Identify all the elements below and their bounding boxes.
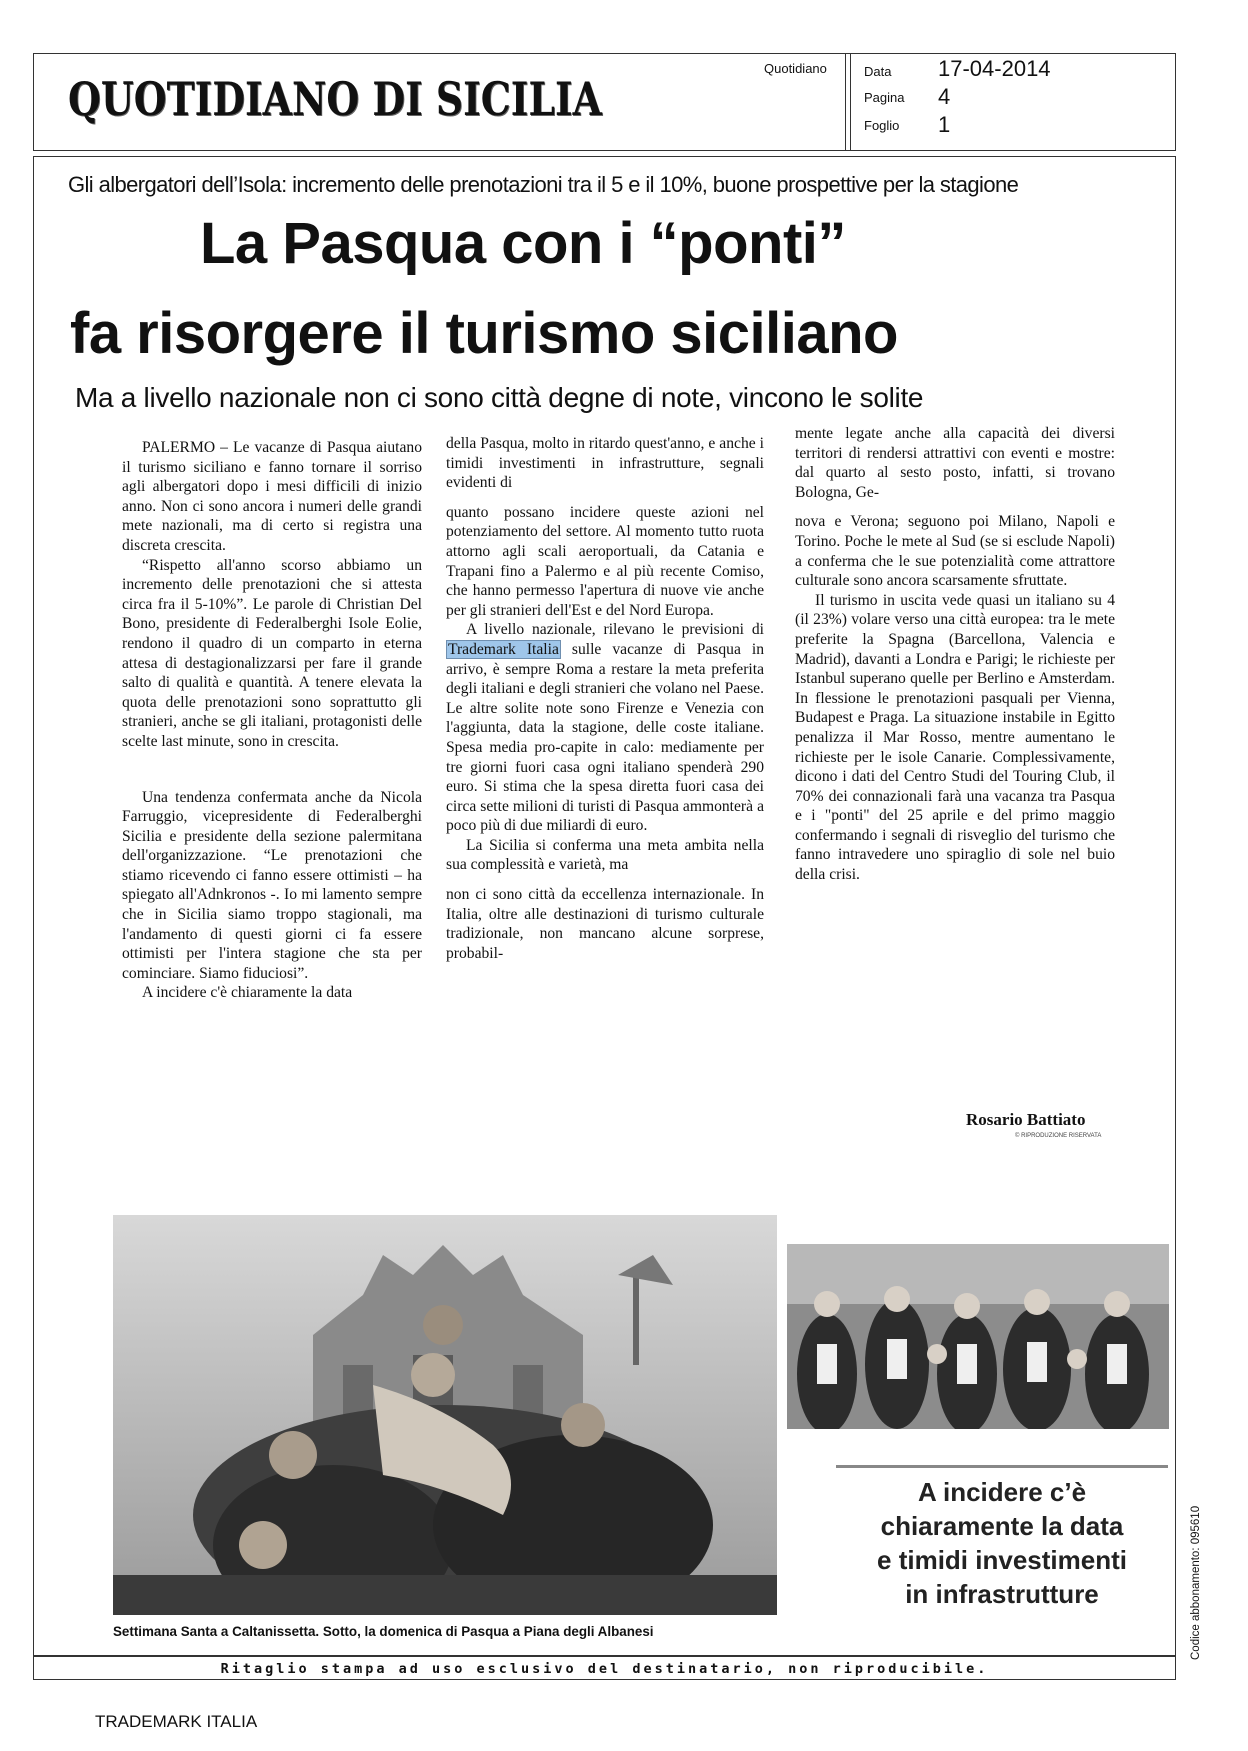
pullquote-rule xyxy=(836,1465,1168,1468)
paragraph: Una tendenza confermata anche da Nicola Farruggio, vicepresidente di Federalberghi Sicilia e presidente della sezione palermitana dell'organizzazione. “Le prenotazioni che stiamo ricevendo ci fanno essere ottimisti – ha spiegato all'Adnkronos -. Io mi lamento sempre che in Sicilia siamo troppo stagionali, ma l'andamento di questi giorni ci fa essere ottimisti per l'intera stagione che sta per cominciare. Siamo fiduciosi”. xyxy=(122,788,422,982)
meta-value-date: 17-04-2014 xyxy=(938,56,1051,81)
pullquote-line: in infrastrutture xyxy=(905,1579,1099,1609)
header-divider xyxy=(850,53,851,151)
masthead-logo: QUOTIDIANO DI SICILIA xyxy=(68,72,602,126)
paragraph: non ci sono città da eccellenza internazionale. In Italia, oltre alle destinazioni di turismo culturale tradizionale, non mancano alcune sorprese, probabil- xyxy=(446,886,764,962)
paragraph: quanto possano incidere queste azioni nel potenziamento del settore. Al momento tutto ruota attorno agli scali aeroportuali, da Catania e Trapani fino a Palermo e al più recente Comiso, che hanno permesso l'apertura di nuove vie anche per gli stranieri dell'Est e del Nord Europa. xyxy=(446,503,764,619)
client-label: TRADEMARK ITALIA xyxy=(95,1712,258,1731)
photo-crowd-image xyxy=(787,1244,1169,1429)
paragraph: della Pasqua, molto in ritardo quest'anno, e anche i timidi investimenti in infrastrutture, segnali evidenti di xyxy=(446,435,764,492)
meta-label-sheet: Foglio xyxy=(864,118,900,133)
paragraph: “Rispetto all'anno scorso abbiamo un incremento delle prenotazioni che si attesta circa fra il 5-10%”. Le parole di Christian Del Bono, presidente di Federalberghi Isole Eolie, rendono il quadro di un comparto in eterna attesa di destagionalizzarsi per fare il grande salto di qualità e quantità. A tenere elevata la quota delle prenotazioni sono soprattutto gli stranieri, anche se gli italiani, protagonisti delle scelte last minute, sono in crescita. xyxy=(122,556,422,750)
meta-value-page: 4 xyxy=(938,84,951,109)
paragraph-text: A livello nazionale, rilevano le previsioni di xyxy=(466,621,764,639)
pullquote-line: A incidere c’è xyxy=(917,1477,1087,1507)
pullquote-line: e timidi investimenti xyxy=(877,1545,1127,1575)
photo-piana-degli-albanesi xyxy=(787,1244,1169,1429)
subscription-code: Codice abbonamento: 095610 xyxy=(1190,1505,1202,1660)
photo-caption: Settimana Santa a Caltanissetta. Sotto, la domenica di Pasqua a Piana degli Albanesi xyxy=(113,1624,654,1639)
photo-procession-statue xyxy=(113,1215,777,1615)
meta-label-page: Pagina xyxy=(864,90,905,105)
article-subhead: Ma a livello nazionale non ci sono città degne di note, vincono le solite xyxy=(75,382,924,413)
paragraph: A incidere c'è chiaramente la data xyxy=(142,984,353,1002)
article-column-1 xyxy=(122,438,422,1003)
paragraph: Il turismo in uscita vede quasi un italiano su 4 (il 23%) volare verso una città europea: tra le mete preferite la Spagna (Barcellona, Valencia e Madrid), davanti a Londra e Parigi; le richieste per Istanbul superano quelle per Berlino e Amsterdam. In flessione le prenotazioni pasquali per Vienna, Budapest e Praga. La situazione instabile in Egitto penalizza il Mar Rosso, mentre aumentano le richieste per le isole Canarie. Complessivamente, dicono i dati del Centro Studi del Touring Club, il 70% dei connazionali farà una vacanza tra Pasqua e i "ponti" del 25 aprile e del primo maggio confermando i segnali di risveglio del turismo che fanno intravedere uno spiraglio di sole nel buio della crisi. xyxy=(795,591,1115,884)
header-divider xyxy=(845,53,846,151)
article-kicker: Gli albergatori dell’Isola: incremento delle prenotazioni tra il 5 e il 10%, buone prospettive per la stagione xyxy=(68,172,1019,197)
meta-value-sheet: 1 xyxy=(938,112,951,137)
meta-label-date: Data xyxy=(864,64,892,79)
highlighted-keyword: Trademark Italia xyxy=(448,640,559,658)
paragraph: PALERMO – Le vacanze di Pasqua aiutano il turismo siciliano e fanno tornare il sorriso agli albergatori dopo i mesi difficili di inizio anno. Non ci sono ancora i numeri delle grandi mete nazionali, ma di certo si registra una discreta crescita. xyxy=(122,439,422,554)
photo-procession-image xyxy=(113,1215,777,1615)
paragraph: nova e Verona; seguono poi Milano, Napoli e Torino. Poche le mete al Sud (se si esclude Napoli) a conferma che le sue potenzialità come attrattore culturale sono ancora scarsamente sfruttate. xyxy=(795,513,1115,590)
paragraph: La Sicilia si conferma una meta ambita nella sua complessità e varietà, ma xyxy=(446,836,764,874)
pullquote-line: chiaramente la data xyxy=(880,1511,1124,1541)
paragraph: mente legate anche alla capacità dei diversi territori di rendersi attrattivi con eventi e mostre: dal quarto al sesto posto, infatti, si trovano Bologna, Ge- xyxy=(795,425,1115,501)
copyright-note: © RIPRODUZIONE RISERVATA xyxy=(1015,1133,1102,1139)
headline-line-2: fa risorgere il turismo siciliano xyxy=(70,301,898,366)
paragraph xyxy=(446,620,764,836)
headline-line-1: La Pasqua con i “ponti” xyxy=(200,211,846,276)
article-column-3 xyxy=(795,424,1115,885)
footer-notice: Ritaglio stampa ad uso esclusivo del destinatario, non riproducibile. xyxy=(220,1661,989,1677)
byline: Rosario Battiato xyxy=(966,1110,1086,1129)
paragraph-text: sulle vacanze di Pasqua in arrivo, è sempre Roma a restare la meta preferita degli italiani e degli stranieri che volano nel Paese. Le altre solite note sono Firenze e Venezia con l'aggiunta, data la stagione, delle coste italiane. Spesa media pro-capite in calo: mediamente per tre giorni fuori casa ogni italiano spenderà 290 euro. Si stima che la spesa diretta fuori casa dei circa sette milioni di turisti di Pasqua ammonterà a poco più di due miliardi di euro. xyxy=(446,640,765,835)
pullquote xyxy=(836,1475,1168,1611)
article-column-2 xyxy=(446,434,764,963)
publication-type: Quotidiano xyxy=(764,61,827,76)
